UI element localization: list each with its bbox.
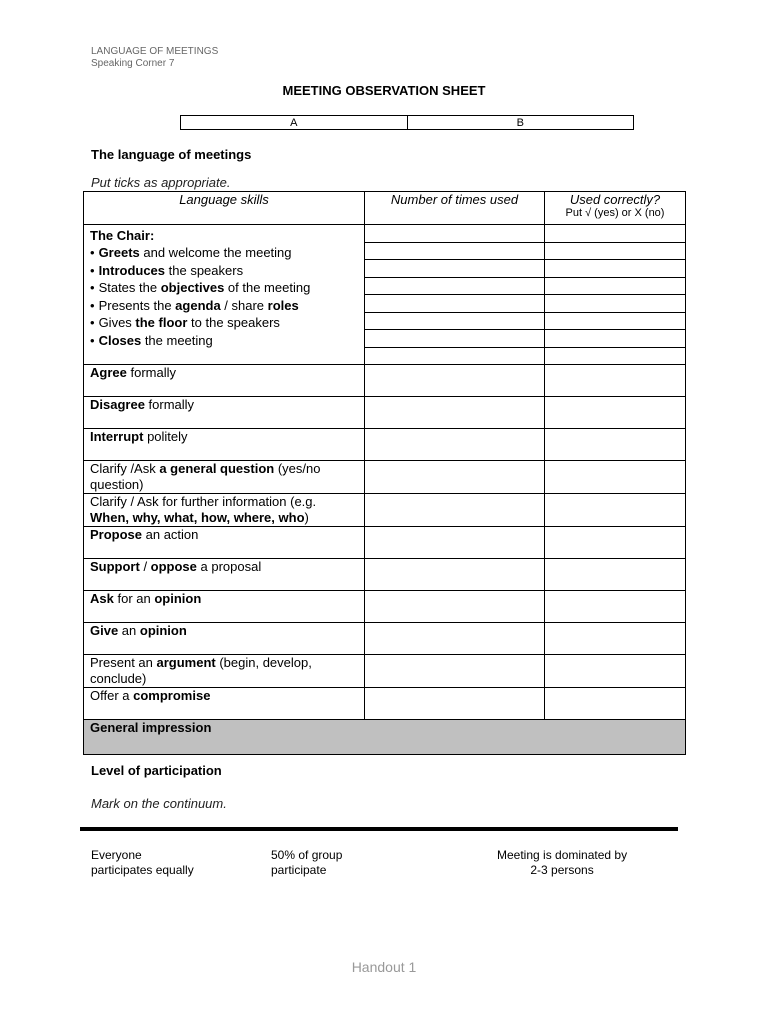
header-course: LANGUAGE OF MEETINGS (91, 46, 219, 57)
used-correctly-cell[interactable] (545, 559, 686, 591)
skill-row (84, 559, 686, 591)
chair-skill-item: • States the objectives of the meeting (90, 279, 358, 297)
times-used-cell[interactable] (365, 559, 545, 591)
used-correctly-cell[interactable] (545, 429, 686, 461)
used-correctly-cell[interactable] (545, 494, 686, 527)
times-used-cell[interactable] (365, 461, 545, 494)
col-header-correct-note: Put √ (yes) or X (no) (565, 207, 665, 219)
times-used-cell[interactable] (365, 527, 545, 559)
observation-table (83, 191, 686, 755)
skill-label: Interrupt politely (84, 429, 365, 461)
instruction-ticks: Put ticks as appropriate. (91, 175, 231, 190)
skill-label: Clarify /Ask a general question (yes/no question) (84, 461, 365, 494)
skill-label: Support / oppose a proposal (84, 559, 365, 591)
continuum-left-label: Everyone participates equally (91, 848, 194, 877)
skill-label: Present an argument (begin, develop, conclude) (84, 655, 365, 688)
ab-cell-a[interactable]: A (181, 116, 408, 130)
times-used-cell[interactable] (365, 655, 545, 688)
chair-cell (84, 225, 365, 365)
skill-label: Agree formally (84, 365, 365, 397)
times-used-cell[interactable] (365, 623, 545, 655)
section-heading-participation: Level of participation (91, 763, 222, 778)
chair-times-cell[interactable] (365, 225, 545, 365)
skill-row (84, 527, 686, 559)
ab-table (180, 115, 634, 130)
instruction-continuum: Mark on the continuum. (91, 796, 227, 811)
chair-list (90, 244, 358, 349)
skill-label: Offer a compromise (84, 688, 365, 720)
chair-skill-item: • Greets and welcome the meeting (90, 244, 358, 262)
used-correctly-cell[interactable] (545, 365, 686, 397)
section-heading-language: The language of meetings (91, 147, 252, 162)
used-correctly-cell[interactable] (545, 688, 686, 720)
skill-row (84, 429, 686, 461)
col-header-times: Number of times used (365, 192, 545, 225)
chair-row (84, 225, 686, 365)
skill-label: Ask for an opinion (84, 591, 365, 623)
chair-skill-item: • Gives the floor to the speakers (90, 314, 358, 332)
chair-title: The Chair: (90, 228, 155, 243)
used-correctly-cell[interactable] (545, 461, 686, 494)
times-used-cell[interactable] (365, 429, 545, 461)
skill-label: Disagree formally (84, 397, 365, 429)
used-correctly-cell[interactable] (545, 655, 686, 688)
used-correctly-cell[interactable] (545, 623, 686, 655)
times-used-cell[interactable] (365, 688, 545, 720)
skill-row (84, 365, 686, 397)
skill-row (84, 688, 686, 720)
skill-row (84, 494, 686, 527)
chair-skill-item: • Presents the agenda / share roles (90, 297, 358, 315)
footer-handout: Handout 1 (351, 959, 417, 975)
times-used-cell[interactable] (365, 397, 545, 429)
chair-skill-item: • Closes the meeting (90, 332, 358, 350)
skill-row (84, 655, 686, 688)
used-correctly-cell[interactable] (545, 397, 686, 429)
continuum-middle-label: 50% of group participate (271, 848, 343, 877)
chair-skill-item: • Introduces the speakers (90, 262, 358, 280)
skill-row (84, 397, 686, 429)
used-correctly-cell[interactable] (545, 591, 686, 623)
times-used-cell[interactable] (365, 494, 545, 527)
skill-label: Propose an action (84, 527, 365, 559)
page-title: MEETING OBSERVATION SHEET (282, 83, 486, 98)
col-header-correct: Used correctly? Put √ (yes) or X (no) (545, 192, 686, 225)
header-unit: Speaking Corner 7 (91, 58, 175, 69)
skill-row (84, 623, 686, 655)
skill-row (84, 461, 686, 494)
col-header-skills: Language skills (84, 192, 365, 225)
ab-cell-b[interactable]: B (407, 116, 634, 130)
skill-label: Give an opinion (84, 623, 365, 655)
continuum-right-label: Meeting is dominated by 2-3 persons (497, 848, 628, 877)
times-used-cell[interactable] (365, 365, 545, 397)
times-used-cell[interactable] (365, 591, 545, 623)
skill-row (84, 591, 686, 623)
skill-label: Clarify / Ask for further information (e.g. When, why, what, how, where, who) (84, 494, 365, 527)
continuum-line[interactable] (80, 827, 678, 831)
chair-correct-cell[interactable] (545, 225, 686, 365)
general-impression-cell[interactable]: General impression (84, 720, 686, 755)
used-correctly-cell[interactable] (545, 527, 686, 559)
